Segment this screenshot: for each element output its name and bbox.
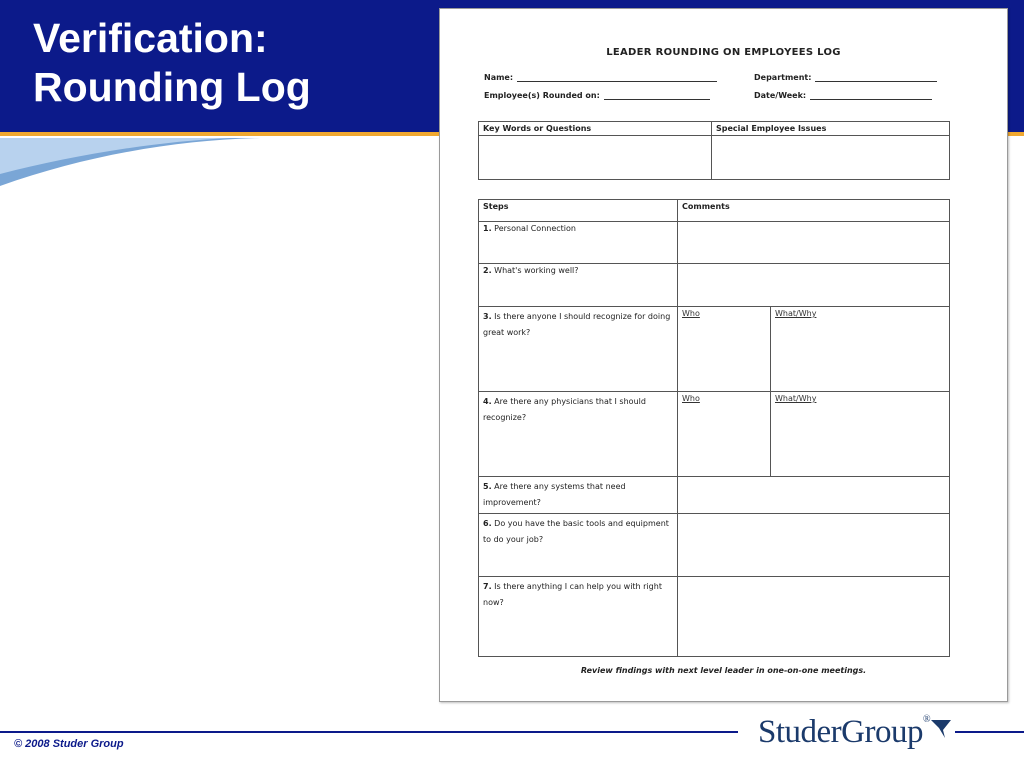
logo-registered-mark: ® bbox=[922, 714, 931, 725]
document-title: LEADER ROUNDING ON EMPLOYEES LOG bbox=[606, 47, 841, 58]
step-number: 7. bbox=[483, 582, 492, 591]
comment-cell bbox=[678, 577, 950, 657]
name-label: Name: bbox=[484, 73, 514, 82]
who-cell bbox=[678, 392, 771, 477]
special-issues-header: Special Employee Issues bbox=[712, 122, 950, 136]
employees-field bbox=[484, 91, 710, 100]
review-note: Review findings with next level leader in one-on-one meetings. bbox=[580, 666, 867, 675]
key-words-cell bbox=[479, 136, 712, 180]
steps-table bbox=[478, 199, 950, 657]
special-issues-cell bbox=[712, 136, 950, 180]
step-text: Is there anyone I should recognize for doing great work? bbox=[483, 312, 671, 337]
whatwhy-cell bbox=[771, 392, 950, 477]
step-text: Are there any physicians that I should recognize? bbox=[483, 397, 646, 422]
name-line bbox=[517, 73, 717, 82]
who-cell bbox=[678, 307, 771, 392]
who-label: Who bbox=[682, 309, 700, 318]
whatwhy-label: What/Why bbox=[775, 394, 817, 403]
step-row-1 bbox=[479, 222, 678, 264]
step-text: Are there any systems that need improvement? bbox=[483, 482, 626, 507]
step-number: 2. bbox=[483, 266, 492, 275]
footer-rule-right bbox=[955, 731, 1024, 733]
step-row-5 bbox=[479, 477, 678, 514]
comment-cell bbox=[678, 514, 950, 577]
comment-cell bbox=[678, 477, 950, 514]
footer-rule-left bbox=[0, 731, 738, 733]
step-number: 5. bbox=[483, 482, 492, 491]
date-label: Date/Week: bbox=[754, 91, 807, 100]
step-row-4 bbox=[479, 392, 678, 477]
key-words-table bbox=[478, 121, 950, 180]
department-line bbox=[815, 73, 937, 82]
name-field bbox=[484, 73, 717, 82]
slide-title bbox=[33, 14, 433, 112]
who-label: Who bbox=[682, 394, 700, 403]
studer-group-logo bbox=[758, 714, 930, 751]
step-row-3 bbox=[479, 307, 678, 392]
comment-cell bbox=[678, 222, 950, 264]
employees-label: Employee(s) Rounded on: bbox=[484, 91, 600, 100]
step-number: 1. bbox=[483, 224, 492, 233]
whatwhy-cell bbox=[771, 307, 950, 392]
step-row-2 bbox=[479, 264, 678, 307]
step-row-6 bbox=[479, 514, 678, 577]
employees-line bbox=[604, 91, 710, 100]
step-number: 4. bbox=[483, 397, 492, 406]
header-swoosh bbox=[0, 134, 260, 194]
step-number: 6. bbox=[483, 519, 492, 528]
logo-text: StuderGroup bbox=[758, 714, 923, 750]
slide-title-line-1: Verification: bbox=[33, 15, 268, 61]
step-number: 3. bbox=[483, 312, 492, 321]
logo-flag-icon bbox=[929, 718, 953, 740]
comment-cell bbox=[678, 264, 950, 307]
copyright-text: © 2008 Studer Group bbox=[14, 738, 124, 750]
date-line bbox=[810, 91, 932, 100]
date-field bbox=[754, 91, 932, 100]
department-label: Department: bbox=[754, 73, 812, 82]
step-text: Do you have the basic tools and equipment to do your job? bbox=[483, 519, 669, 544]
step-text: Is there anything I can help you with right now? bbox=[483, 582, 662, 607]
step-text: Personal Connection bbox=[494, 224, 576, 233]
key-words-header: Key Words or Questions bbox=[479, 122, 712, 136]
slide-title-line-2: Rounding Log bbox=[33, 64, 311, 110]
rounding-log-document bbox=[439, 8, 1008, 702]
step-row-7 bbox=[479, 577, 678, 657]
department-field bbox=[754, 73, 937, 82]
whatwhy-label: What/Why bbox=[775, 309, 817, 318]
steps-header: Steps bbox=[479, 200, 678, 222]
comments-header: Comments bbox=[678, 200, 950, 222]
step-text: What's working well? bbox=[494, 266, 579, 275]
